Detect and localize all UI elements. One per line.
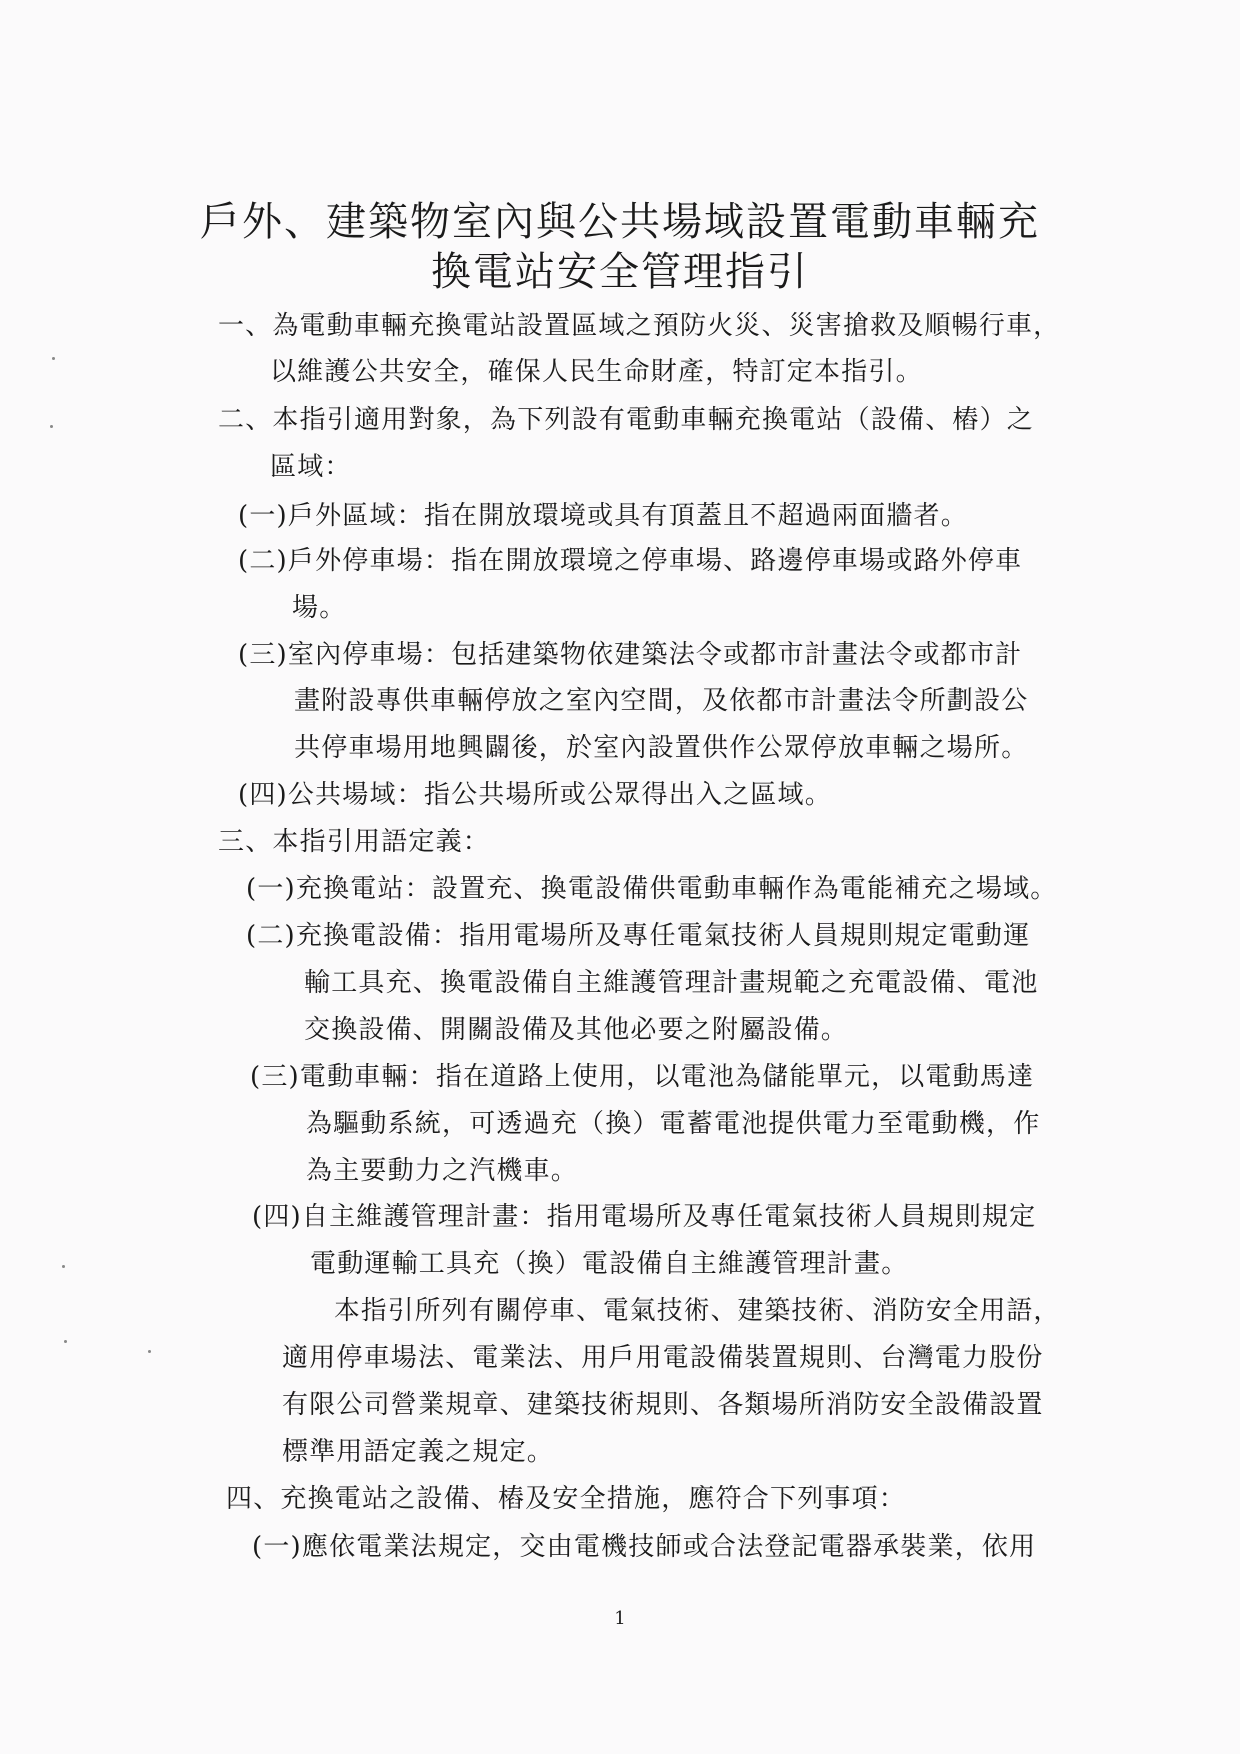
text-line: 本指引所列有關停車、電氣技術、建築技術、消防安全用語， bbox=[334, 1296, 1061, 1326]
scan-speck bbox=[62, 1265, 65, 1268]
text-line: 三、本指引用語定義： bbox=[218, 827, 491, 857]
text-line: (四)公共場域：指公共場所或公眾得出入之區域。 bbox=[238, 780, 832, 810]
scan-speck bbox=[64, 1340, 67, 1343]
page-number: 1 bbox=[614, 1608, 626, 1629]
scan-speck bbox=[52, 357, 55, 360]
text-line: 電動運輸工具充（換）電設備自主維護管理計畫。 bbox=[310, 1249, 909, 1279]
text-line: (四)自主維護管理計畫：指用電場所及專任電氣技術人員規則規定 bbox=[252, 1202, 1037, 1232]
text-line: 四、充換電站之設備、樁及安全措施，應符合下列事項： bbox=[226, 1484, 907, 1514]
text-line: 標準用語定義之規定。 bbox=[282, 1437, 555, 1467]
text-line: (二)戶外停車場：指在開放環境之停車場、路邊停車場或路外停車 bbox=[238, 546, 1023, 576]
text-line: 畫附設專供車輛停放之室內空間，及依都市計畫法令所劃設公 bbox=[294, 686, 1029, 716]
text-line: 交換設備、開關設備及其他必要之附屬設備。 bbox=[304, 1015, 849, 1045]
text-line: (一)應依電業法規定，交由電機技師或合法登記電器承裝業，依用 bbox=[252, 1532, 1037, 1562]
scan-speck bbox=[148, 1350, 151, 1353]
text-line: (一)充換電站：設置充、換電設備供電動車輛作為電能補充之場域。 bbox=[246, 874, 1058, 904]
text-line: 共停車場用地興闢後，於室內設置供作公眾停放車輛之場所。 bbox=[294, 733, 1029, 763]
text-line: (一)戶外區域：指在開放環境或具有頂蓋且不超過兩面牆者。 bbox=[238, 501, 968, 531]
scan-speck bbox=[50, 425, 53, 428]
text-line: 適用停車場法、電業法、用戶用電設備裝置規則、台灣電力股份 bbox=[282, 1343, 1044, 1373]
text-line: (三)電動車輛：指在道路上使用，以電池為儲能單元，以電動馬達 bbox=[250, 1062, 1035, 1092]
text-line: 區域： bbox=[270, 452, 352, 482]
text-line: 場。 bbox=[292, 593, 347, 623]
document-title-line-1: 戶外、建築物室內與公共場域設置電動車輛充 bbox=[200, 199, 1040, 245]
text-line: (三)室內停車場：包括建築物依建築法令或都市計畫法令或都市計 bbox=[238, 640, 1023, 670]
text-line: 輸工具充、換電設備自主維護管理計畫規範之充電設備、電池 bbox=[304, 968, 1039, 998]
text-line: 一、為電動車輛充換電站設置區域之預防火災、災害搶救及順暢行車， bbox=[218, 311, 1061, 341]
document-title-line-2: 換電站安全管理指引 bbox=[431, 249, 809, 295]
text-line: 以維護公共安全，確保人民生命財產，特訂定本指引。 bbox=[270, 357, 923, 387]
text-line: 二、本指引適用對象，為下列設有電動車輛充換電站（設備、樁）之 bbox=[218, 405, 1035, 435]
text-line: 為主要動力之汽機車。 bbox=[306, 1156, 579, 1186]
text-line: (二)充換電設備：指用電場所及專任電氣技術人員規則規定電動運 bbox=[246, 921, 1031, 951]
text-line: 有限公司營業規章、建築技術規則、各類場所消防安全設備設置 bbox=[282, 1390, 1044, 1420]
text-line: 為驅動系統，可透過充（換）電蓄電池提供電力至電動機，作 bbox=[306, 1109, 1041, 1139]
